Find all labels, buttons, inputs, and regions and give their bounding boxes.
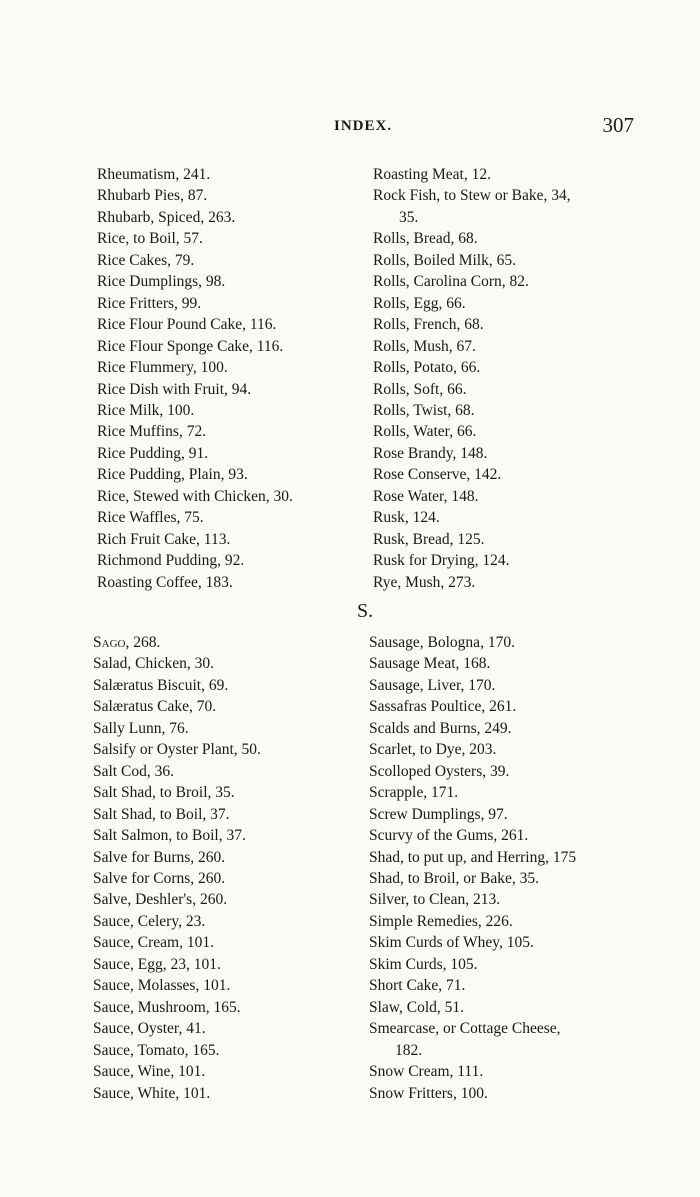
index-entry: Salve for Burns, 260. <box>93 848 226 866</box>
index-entry: Skim Curds, 105. <box>369 955 478 973</box>
index-entry: 182. <box>395 1041 423 1059</box>
index-entry: Rice Muffins, 72. <box>97 423 207 441</box>
index-entry: Salæratus Biscuit, 69. <box>93 676 229 694</box>
index-entry: Rice Fritters, 99. <box>97 294 202 312</box>
index-entry: Rose Water, 148. <box>373 487 479 505</box>
index-entry: Rice Dumplings, 98. <box>97 273 226 291</box>
index-entry: Rolls, Twist, 68. <box>373 401 475 419</box>
index-entry: Roasting Meat, 12. <box>373 166 491 183</box>
index-entry: Scalds and Burns, 249. <box>369 719 512 737</box>
index-entry: Rich Fruit Cake, 113. <box>97 530 231 548</box>
index-entry: Sauce, Wine, 101. <box>93 1063 206 1081</box>
index-entry: Skim Curds of Whey, 105. <box>369 934 534 952</box>
index-entry: Salve, Deshler's, 260. <box>93 891 228 909</box>
index-entry: Sauce, Cream, 101. <box>93 934 214 952</box>
index-entry: Sauce, Mushroom, 165. <box>93 998 241 1016</box>
index-entry: Snow Cream, 111. <box>369 1063 484 1081</box>
index-entry: Rice Cakes, 79. <box>97 251 195 269</box>
section-letter: S. <box>357 600 374 622</box>
index-entry: Rice, to Boil, 57. <box>97 230 203 248</box>
index-entry: Sally Lunn, 76. <box>93 719 189 737</box>
index-entry: Sauce, Egg, 23, 101. <box>93 955 221 973</box>
index-entry: Scarlet, to Dye, 203. <box>369 741 497 759</box>
index-entry: Simple Remedies, 226. <box>369 912 513 930</box>
index-entry: Rice Pudding, Plain, 93. <box>97 466 248 484</box>
index-entry: Rose Brandy, 148. <box>373 444 488 462</box>
index-entry: Salt Cod, 36. <box>93 762 174 780</box>
index-entry: Rolls, French, 68. <box>373 316 484 334</box>
index-entry: Rusk for Drying, 124. <box>373 552 510 570</box>
index-entry: Rhubarb Pies, 87. <box>97 187 208 205</box>
index-entry: Rice, Stewed with Chicken, 30. <box>97 487 293 505</box>
index-entry: Shad, to put up, and Herring, 175 <box>369 848 577 866</box>
index-entry: Salve for Corns, 260. <box>93 869 226 887</box>
page-header <box>0 113 700 140</box>
index-entry: 35. <box>399 208 419 226</box>
index-entry: Rice Flummery, 100. <box>97 359 228 377</box>
index-entry: Salsify or Oyster Plant, 50. <box>93 741 261 759</box>
index-column-s-right <box>369 632 576 1104</box>
index-entry: Rolls, Water, 66. <box>373 423 477 441</box>
index-entry: Rice Pudding, 91. <box>97 444 209 462</box>
index-entry: Snow Fritters, 100. <box>369 1084 488 1102</box>
index-entry: Rolls, Boiled Milk, 65. <box>373 251 516 269</box>
index-entry: Rusk, Bread, 125. <box>373 530 485 548</box>
page-number: 307 <box>602 113 634 137</box>
index-entry: Rolls, Potato, 66. <box>373 359 481 377</box>
index-entry: Rye, Mush, 273. <box>373 573 476 591</box>
index-entry: Rusk, 124. <box>373 509 440 527</box>
index-column-r-left <box>97 164 293 593</box>
index-entry: Salad, Chicken, 30. <box>93 655 214 673</box>
index-entry: Silver, to Clean, 213. <box>369 891 501 909</box>
index-entry: Shad, to Broil, or Bake, 35. <box>369 869 540 887</box>
index-entry: Rice Waffles, 75. <box>97 509 204 527</box>
index-entry: Rheumatism, 241. <box>97 166 211 183</box>
index-entry: Richmond Pudding, 92. <box>97 552 245 570</box>
index-entry: Rolls, Carolina Corn, 82. <box>373 273 529 291</box>
index-column-r-right <box>373 164 571 593</box>
index-entry: Sausage, Bologna, 170. <box>369 634 515 651</box>
index-entry: Roasting Coffee, 183. <box>97 573 233 591</box>
index-entry: Rice Milk, 100. <box>97 401 195 419</box>
index-entry: Smearcase, or Cottage Cheese, <box>369 1020 561 1038</box>
index-entry: Screw Dumplings, 97. <box>369 805 508 823</box>
index-entry: Rolls, Bread, 68. <box>373 230 478 248</box>
index-entry: Scrapple, 171. <box>369 784 459 802</box>
index-entry: Sauce, Molasses, 101. <box>93 977 231 995</box>
index-entry: Rock Fish, to Stew or Bake, 34, <box>373 187 571 205</box>
index-entry: Scurvy of the Gums, 261. <box>369 827 529 845</box>
index-entry: Sassafras Poultice, 261. <box>369 698 517 716</box>
index-entry: Sausage Meat, 168. <box>369 655 491 673</box>
index-entry: Rice Flour Sponge Cake, 116. <box>97 337 284 355</box>
index-entry: Rhubarb, Spiced, 263. <box>97 208 236 226</box>
index-entry: Sago, 268. <box>93 634 161 651</box>
index-entry: Salt Shad, to Boil, 37. <box>93 805 230 823</box>
index-entry: Salæratus Cake, 70. <box>93 698 217 716</box>
index-entry: Salt Shad, to Broil, 35. <box>93 784 235 802</box>
index-entry: Short Cake, 71. <box>369 977 466 995</box>
index-entry: Sausage, Liver, 170. <box>369 676 496 694</box>
page-title: INDEX. <box>334 118 393 134</box>
index-entry: Sauce, Celery, 23. <box>93 912 206 930</box>
index-entry: Rose Conserve, 142. <box>373 466 502 484</box>
index-entry: Rolls, Soft, 66. <box>373 380 467 398</box>
index-entry: Rolls, Egg, 66. <box>373 294 466 312</box>
index-entry: Rice Flour Pound Cake, 116. <box>97 316 277 334</box>
index-entry: Slaw, Cold, 51. <box>369 998 465 1016</box>
index-entry: Rolls, Mush, 67. <box>373 337 476 355</box>
index-entry: Sauce, Tomato, 165. <box>93 1041 220 1059</box>
index-entry: Salt Salmon, to Boil, 37. <box>93 827 246 845</box>
index-entry: Scolloped Oysters, 39. <box>369 762 510 780</box>
index-entry: Rice Dish with Fruit, 94. <box>97 380 252 398</box>
index-entry: Sauce, Oyster, 41. <box>93 1020 206 1038</box>
index-column-s-left <box>93 632 261 1104</box>
index-entry: Sauce, White, 101. <box>93 1084 211 1102</box>
